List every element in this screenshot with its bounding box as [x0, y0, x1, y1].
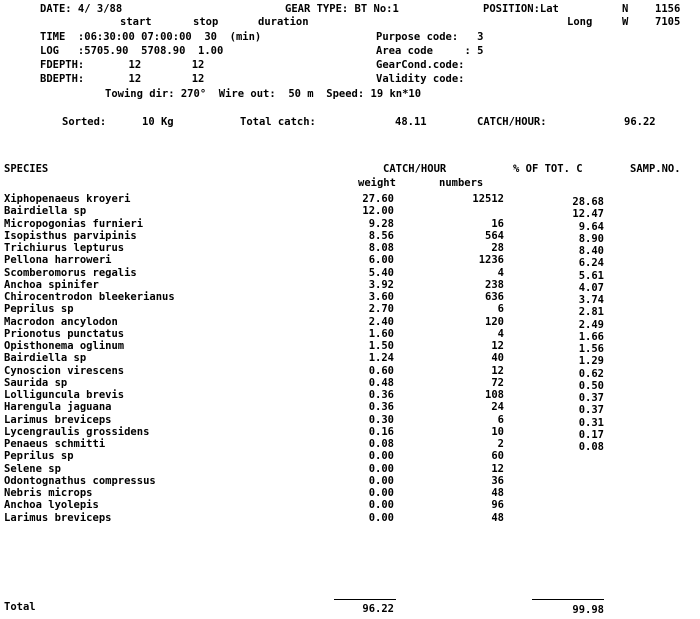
species-name: Penaeus schmitti [4, 438, 106, 450]
numbers-value: 120 [485, 316, 504, 328]
weight-value: 1.60 [368, 328, 394, 340]
towing-row: Towing dir: 270° Wire out: 50 m Speed: 19 kn*10 [105, 88, 422, 100]
species-name: Larimus breviceps [4, 512, 112, 524]
species-name: Prionotus punctatus [4, 328, 125, 340]
species-name: Selene sp [4, 463, 61, 475]
species-name: Scomberomorus regalis [4, 267, 137, 279]
weight-value: 0.08 [368, 438, 394, 450]
weight-value: 9.28 [368, 218, 394, 230]
species-name: Larimus breviceps [4, 414, 112, 426]
numbers-value: 4 [497, 267, 504, 279]
pct-value: 28.68 [572, 196, 604, 208]
weight-value: 27.60 [362, 193, 394, 205]
bdepth-row: BDEPTH: 12 12 [40, 73, 205, 85]
total-catch-label: Total catch: [240, 116, 316, 128]
fdepth-row: FDEPTH: 12 12 [40, 59, 205, 71]
species-name: Chirocentrodon bleekerianus [4, 291, 175, 303]
numbers-value: 238 [485, 279, 504, 291]
species-name: Pellona harroweri [4, 254, 112, 266]
weight-value: 3.92 [368, 279, 394, 291]
weight-value: 0.16 [368, 426, 394, 438]
pct-value: 8.40 [578, 245, 604, 257]
species-name: Saurida sp [4, 377, 68, 389]
numbers-value: 6 [497, 303, 504, 315]
total-label: Total [4, 601, 36, 613]
catch-hour-label: CATCH/HOUR: [477, 116, 547, 128]
weight-value: 5.40 [368, 267, 394, 279]
weight-value: 0.36 [368, 389, 394, 401]
species-name: Bairdiella sp [4, 205, 87, 217]
numbers-value: 16 [491, 218, 504, 230]
species-name: Trichiurus lepturus [4, 242, 125, 254]
weight-value: 3.60 [368, 291, 394, 303]
pct-value: 3.74 [578, 294, 604, 306]
pct-value: 1.56 [578, 343, 604, 355]
pct-value: 0.62 [578, 368, 604, 380]
catch-hour-value: 96.22 [624, 116, 656, 128]
weight-value: 0.36 [368, 401, 394, 413]
numbers-value: 36 [491, 475, 504, 487]
species-header: SPECIES [4, 163, 49, 175]
numbers-value: 12 [491, 463, 504, 475]
numbers-value: 4 [497, 328, 504, 340]
species-name: Anchoa spinifer [4, 279, 99, 291]
weight-value: 1.24 [368, 352, 394, 364]
pct-value: 12.47 [572, 208, 604, 220]
time-row: TIME :06:30:00 07:00:00 30 (min) [40, 31, 262, 43]
weight-value: 6.00 [368, 254, 394, 266]
weight-value: 0.00 [368, 475, 394, 487]
weight-value: 8.08 [368, 242, 394, 254]
col-stop-header: stop [193, 16, 219, 28]
numbers-value: 12512 [472, 193, 504, 205]
col-duration-header: duration [258, 16, 309, 28]
numbers-value: 24 [491, 401, 504, 413]
weight-total-rule [334, 599, 396, 600]
lat-direction: N [622, 3, 629, 15]
sorted-label: Sorted: [62, 116, 107, 128]
log-row: LOG :5705.90 5708.90 1.00 [40, 45, 224, 57]
pct-value: 0.08 [578, 441, 604, 453]
numbers-value: 6 [497, 414, 504, 426]
species-name: Peprilus sp [4, 303, 74, 315]
species-name: Micropogonias furnieri [4, 218, 144, 230]
numbers-value: 40 [491, 352, 504, 364]
weight-value: 0.00 [368, 463, 394, 475]
species-name: Bairdiella sp [4, 352, 87, 364]
pct-value: 0.37 [578, 404, 604, 416]
area-code: Area code : 5 [376, 45, 484, 57]
position-label: POSITION:Lat [483, 3, 559, 15]
weight-value: 2.70 [368, 303, 394, 315]
numbers-value: 2 [497, 438, 504, 450]
total-weight: 96.22 [362, 603, 394, 615]
weight-value: 0.00 [368, 450, 394, 462]
total-pct: 99.98 [572, 604, 604, 616]
numbers-value: 48 [491, 487, 504, 499]
species-name: Opisthonema oglinum [4, 340, 125, 352]
species-name: Peprilus sp [4, 450, 74, 462]
numbers-value: 12 [491, 340, 504, 352]
numbers-value: 12 [491, 365, 504, 377]
weight-value: 8.56 [368, 230, 394, 242]
pct-value: 5.61 [578, 270, 604, 282]
species-name: Anchoa lyolepis [4, 499, 99, 511]
pct-value: 4.07 [578, 282, 604, 294]
date-label: DATE: 4/ 3/88 [40, 3, 123, 15]
pct-value: 0.50 [578, 380, 604, 392]
numbers-value: 108 [485, 389, 504, 401]
numbers-value: 96 [491, 499, 504, 511]
numbers-value: 28 [491, 242, 504, 254]
weight-value: 0.30 [368, 414, 394, 426]
pct-total-header: % OF TOT. C [513, 163, 583, 175]
total-catch-value: 48.11 [395, 116, 427, 128]
species-name: Odontognathus compressus [4, 475, 156, 487]
long-label: Long [567, 16, 593, 28]
species-name: Xiphopenaeus kroyeri [4, 193, 131, 205]
numbers-header: numbers [439, 177, 484, 189]
gear-type-label: GEAR TYPE: BT No:1 [285, 3, 399, 15]
species-name: Cynoscion virescens [4, 365, 125, 377]
species-name: Lolliguncula brevis [4, 389, 125, 401]
species-name: Harengula jaguana [4, 401, 112, 413]
pct-value: 1.29 [578, 355, 604, 367]
weight-value: 2.40 [368, 316, 394, 328]
species-name: Isopisthus parvipinis [4, 230, 137, 242]
pct-value: 1.66 [578, 331, 604, 343]
pct-value: 0.37 [578, 392, 604, 404]
weight-value: 0.48 [368, 377, 394, 389]
pct-value: 9.64 [578, 221, 604, 233]
long-direction: W [622, 16, 629, 28]
long-value: 7105 [655, 16, 681, 28]
sorted-value: 10 Kg [142, 116, 174, 128]
gearcond-code: GearCond.code: [376, 59, 465, 71]
numbers-value: 10 [491, 426, 504, 438]
weight-value: 0.60 [368, 365, 394, 377]
numbers-value: 60 [491, 450, 504, 462]
samp-no-header: SAMP.NO. [630, 163, 681, 175]
catch-hour-header: CATCH/HOUR [383, 163, 447, 175]
pct-value: 0.17 [578, 429, 604, 441]
numbers-value: 636 [485, 291, 504, 303]
pct-value: 6.24 [578, 257, 604, 269]
weight-value: 0.00 [368, 512, 394, 524]
validity-code: Validity code: [376, 73, 465, 85]
pct-total-rule [532, 599, 604, 600]
purpose-code: Purpose code: 3 [376, 31, 484, 43]
col-start-header: start [120, 16, 152, 28]
numbers-value: 48 [491, 512, 504, 524]
weight-value: 0.00 [368, 487, 394, 499]
species-name: Macrodon ancylodon [4, 316, 118, 328]
numbers-value: 564 [485, 230, 504, 242]
weight-header: weight [358, 177, 396, 189]
numbers-value: 72 [491, 377, 504, 389]
weight-value: 12.00 [362, 205, 394, 217]
pct-value: 2.81 [578, 306, 604, 318]
pct-value: 8.90 [578, 233, 604, 245]
pct-value: 2.49 [578, 319, 604, 331]
species-name: Lycengraulis grossidens [4, 426, 150, 438]
weight-value: 1.50 [368, 340, 394, 352]
pct-value: 0.31 [578, 417, 604, 429]
lat-value: 1156 [655, 3, 681, 15]
weight-value: 0.00 [368, 499, 394, 511]
numbers-value: 1236 [478, 254, 504, 266]
species-name: Nebris microps [4, 487, 93, 499]
